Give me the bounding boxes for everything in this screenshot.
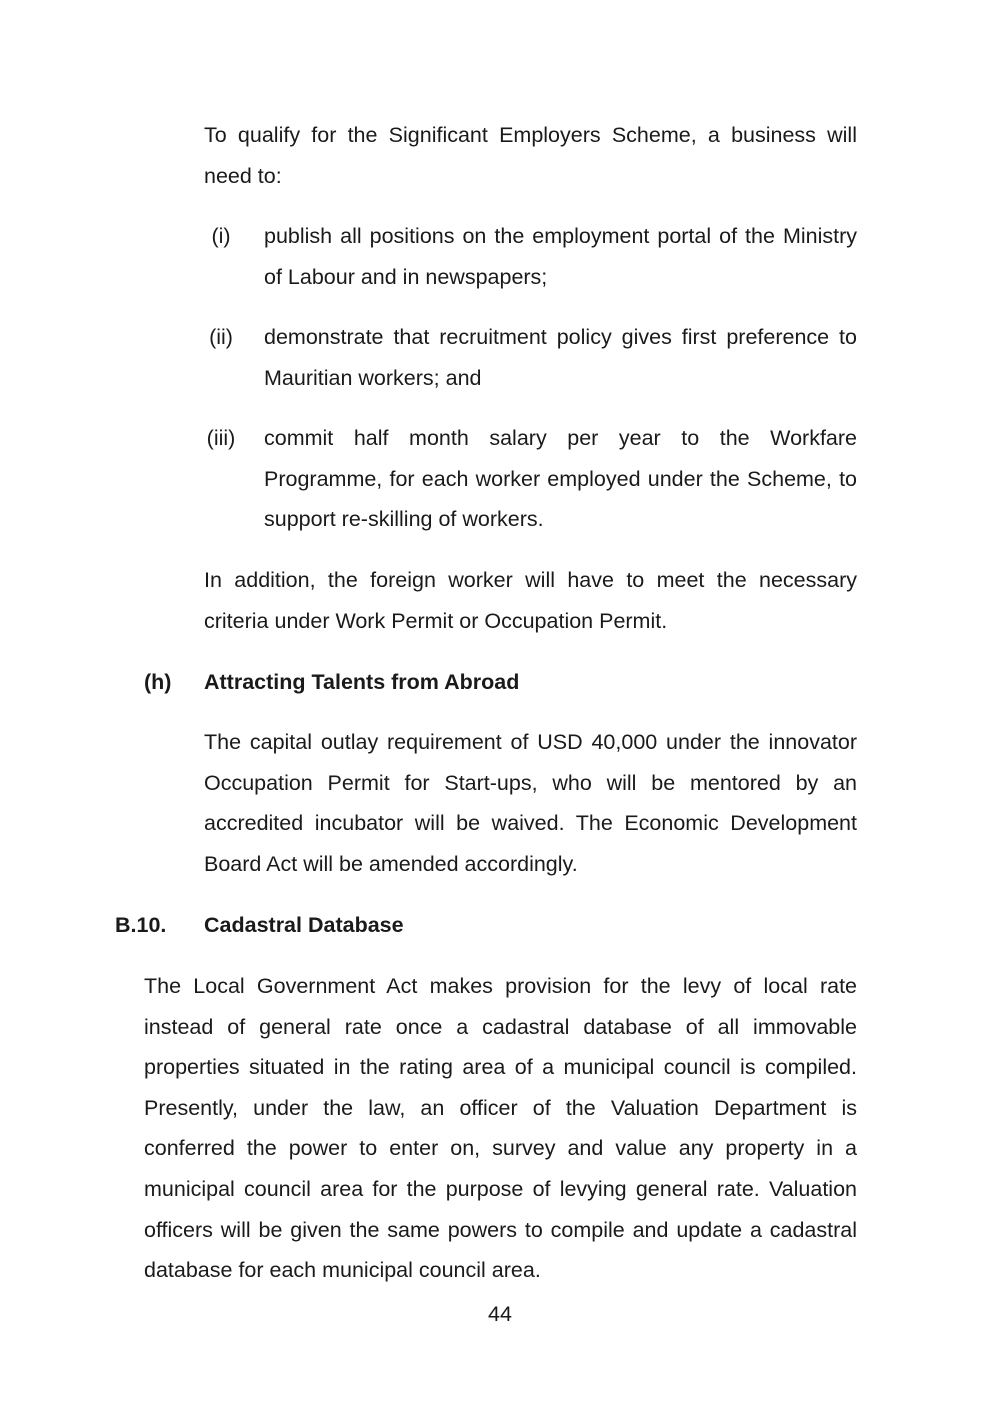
condition-numeral-3: (iii) (206, 426, 236, 450)
section-b10-body: The Local Government Act makes provision for the levy of local rate instead of general rate once a cadastral database of all immovable properties situated in the rating area of a municipal council is compiled. Presently, under the law, an officer of the Valuation Department is conferred the power to enter on, survey and value any property in a municipal council area for the purpose of levying general rate. Valuation officers will be given the same powers to compile and update a cadastral database for each municipal council area. (144, 974, 857, 1283)
condition-text-1: publish all positions on the employment portal of the Ministry of Labour and in newspapers; (264, 224, 857, 289)
intro-paragraph: To qualify for the Significant Employers Scheme, a business will need to: (204, 123, 857, 188)
page-number: 44 (488, 1302, 512, 1326)
addition-paragraph: In addition, the foreign worker will have to meet the necessary criteria under Work Permit or Occupation Permit. (204, 568, 857, 633)
condition-numeral-1: (i) (211, 224, 231, 248)
section-h-body: The capital outlay requirement of USD 40,000 under the innovator Occupation Permit for Start-ups, who will be mentored by an accredited incubator will be waived. The Economic Development Board Act will be amended accordingly. (204, 730, 857, 876)
condition-text-2: demonstrate that recruitment policy gives first preference to Mauritian workers; and (264, 325, 857, 390)
section-b10-title: Cadastral Database (204, 913, 404, 937)
section-h-title: Attracting Talents from Abroad (204, 670, 520, 694)
section-b10-label: B.10. (115, 913, 167, 937)
condition-numeral-2: (ii) (209, 325, 233, 349)
section-h-label: (h) (144, 670, 172, 694)
condition-text-3: commit half month salary per year to the Workfare Programme, for each worker employed under the Scheme, to support re-skilling of workers. (264, 426, 857, 532)
